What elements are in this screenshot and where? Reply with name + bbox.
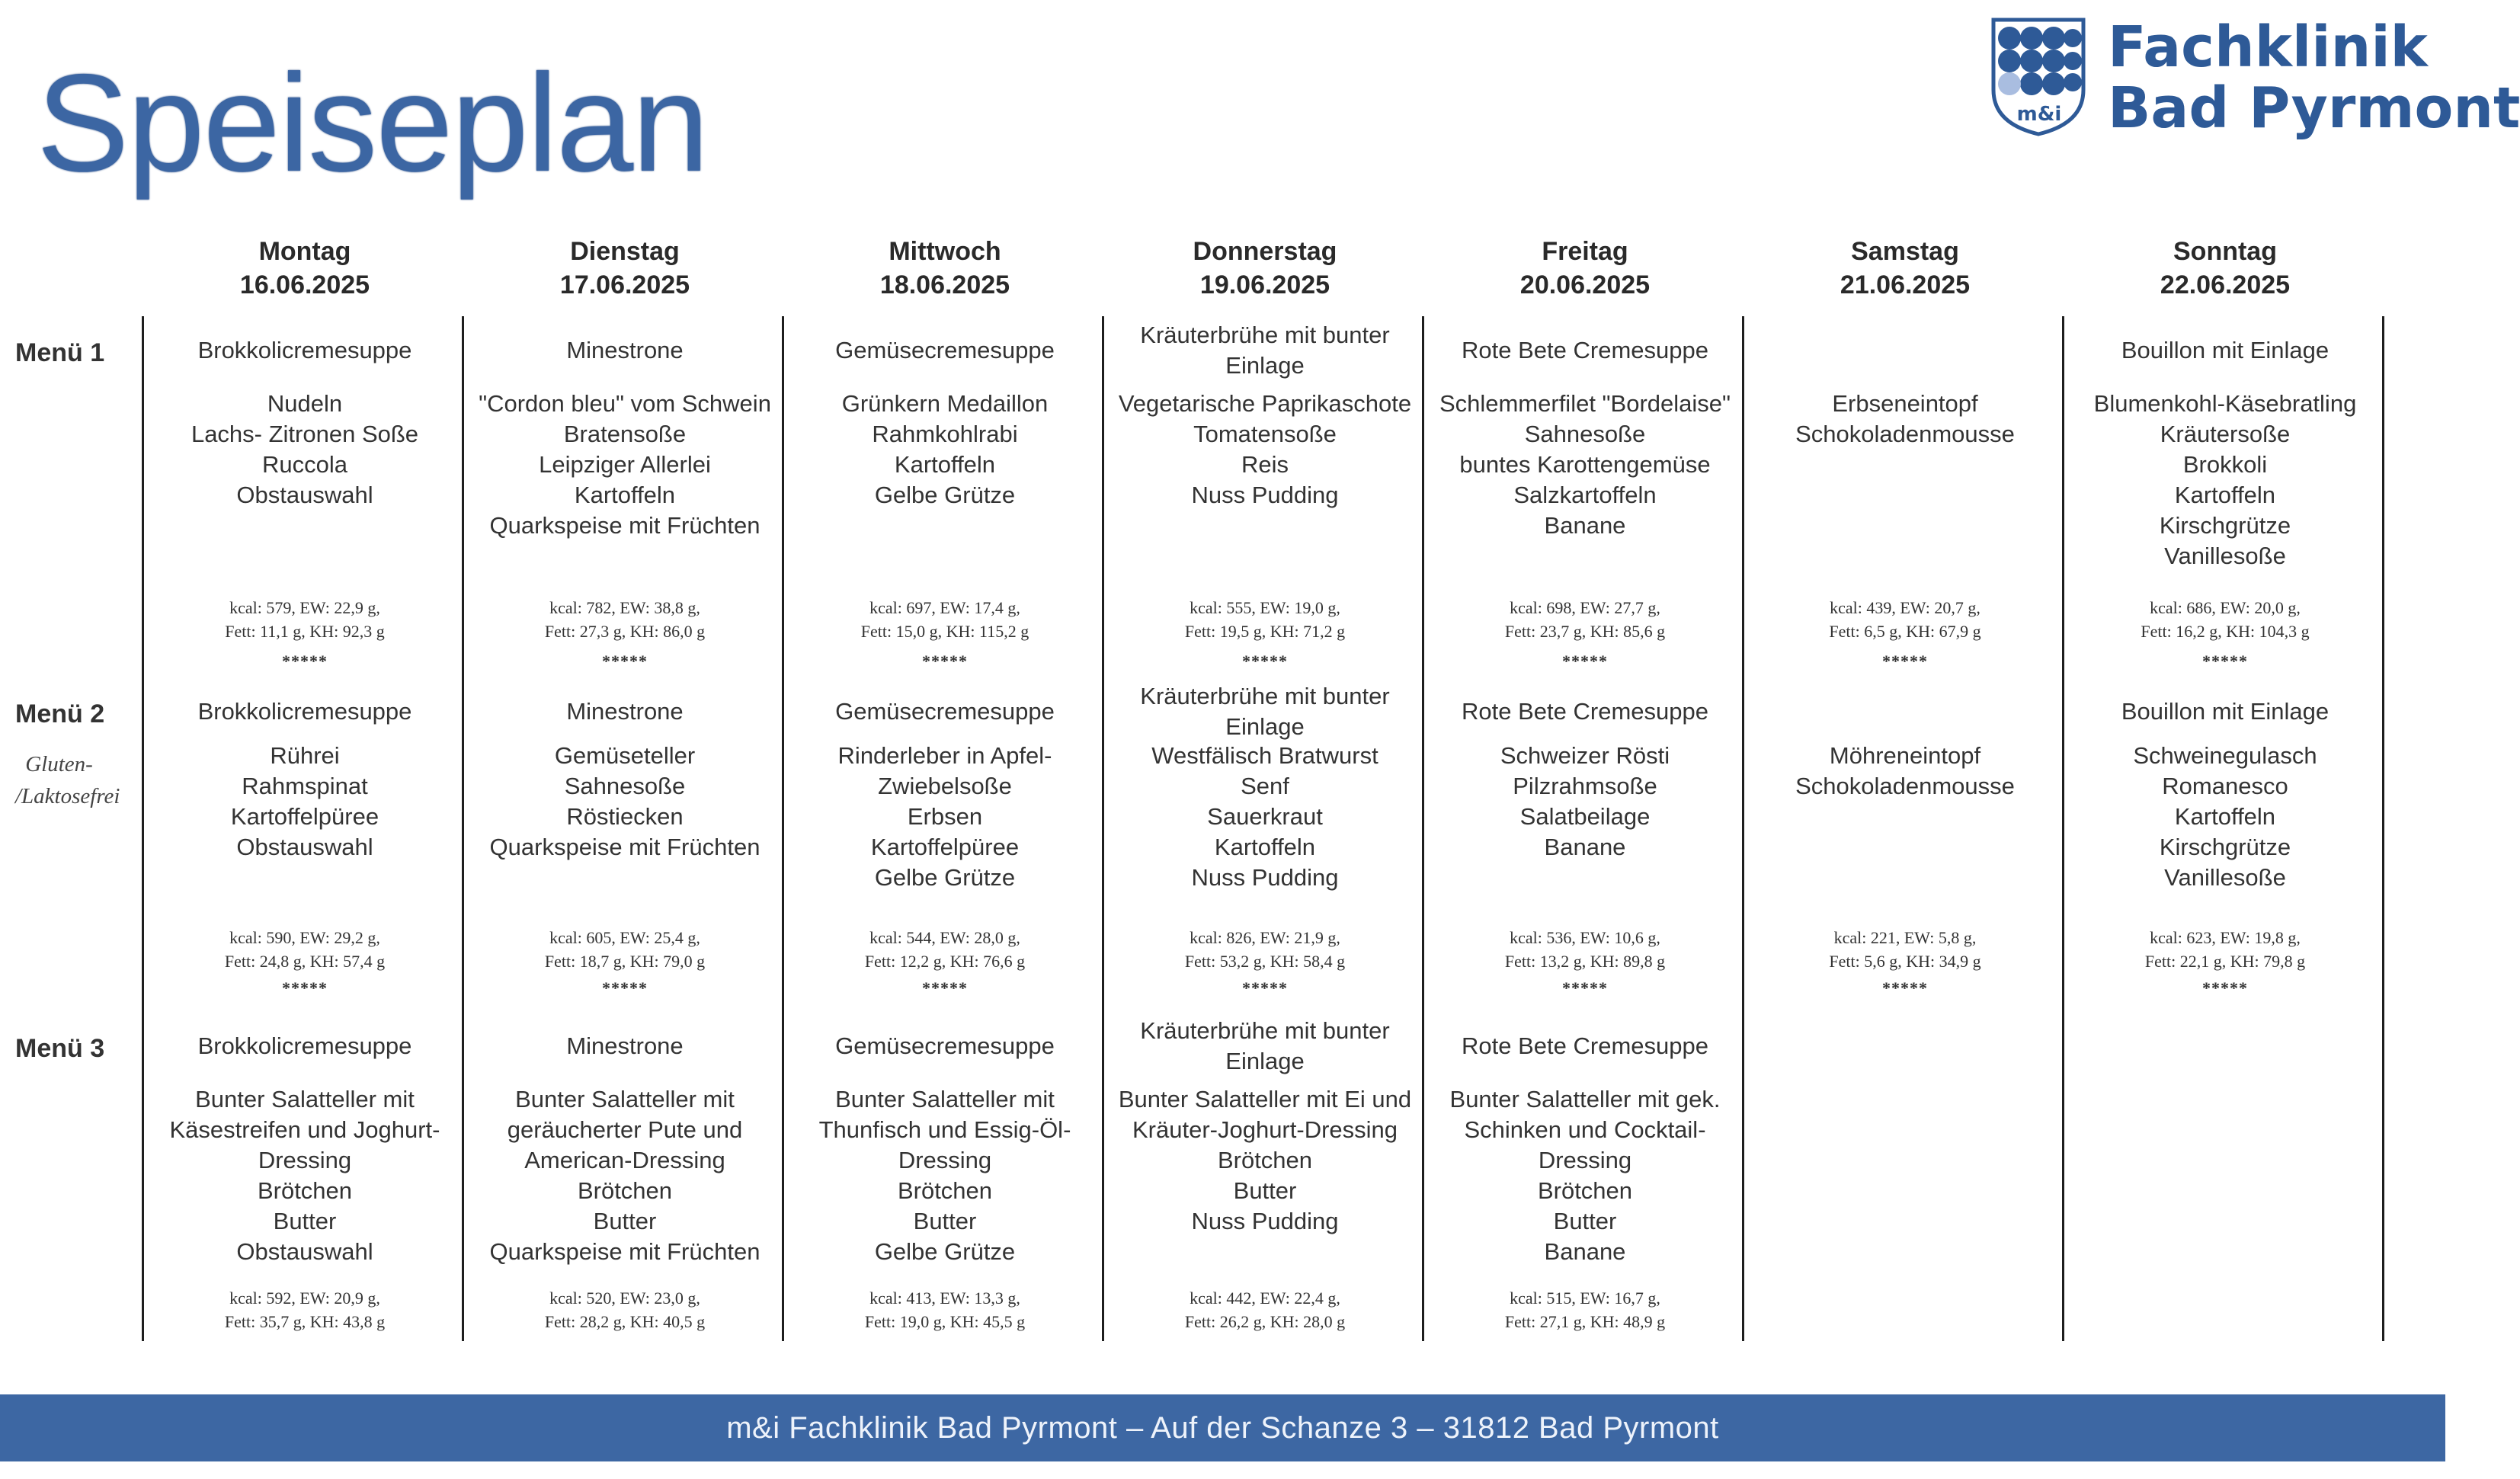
main-dish — [2065, 389, 2385, 571]
menu-3-label: Menü 3 — [15, 1034, 105, 1063]
nutrition-kcal-protein: kcal: 555, EW: 19,0 g, — [1190, 598, 1340, 617]
dish-line: Schinken und Cocktail- — [1464, 1116, 1706, 1143]
dish-line: Senf — [1241, 773, 1289, 799]
dish-line: Blumenkohl-Käsebratling — [2093, 390, 2357, 417]
dish-line: Nudeln — [267, 390, 343, 417]
nutrition-kcal-protein: kcal: 592, EW: 20,9 g, — [229, 1289, 380, 1308]
dish-line: Kartoffeln — [1214, 834, 1316, 860]
day-header-mittwoch — [785, 235, 1105, 302]
soup-line: Minestrone — [566, 1032, 684, 1059]
dish-line: Nuss Pudding — [1191, 482, 1339, 508]
nutrition-kcal-protein: kcal: 826, EW: 21,9 g, — [1190, 928, 1340, 947]
day-header-sonntag — [2065, 235, 2385, 302]
nutrition-info — [1425, 596, 1745, 643]
dish-line: Röstiecken — [566, 803, 684, 830]
soup-line: Bouillon mit Einlage — [2121, 698, 2329, 725]
menu-1-label: Menü 1 — [15, 338, 105, 367]
dish-line: Gelbe Grütze — [874, 482, 1016, 508]
nutrition-fat-carbs: Fett: 28,2 g, KH: 40,5 g — [544, 1312, 706, 1331]
nutrition-fat-carbs: Fett: 16,2 g, KH: 104,3 g — [2141, 622, 2310, 641]
dish-line: Bunter Salatteller mit gek. — [1449, 1086, 1721, 1112]
soup-line: Kräuterbrühe mit bunter — [1140, 1017, 1390, 1044]
nutrition-kcal-protein: kcal: 221, EW: 5,8 g, — [1833, 928, 1977, 947]
dish-line: Kartoffeln — [2174, 803, 2276, 830]
dish-line: Dressing — [258, 1147, 352, 1173]
dish-line: Banane — [1544, 1238, 1626, 1265]
soup-line: Einlage — [1225, 713, 1305, 740]
separator-stars: ***** — [602, 978, 648, 997]
dish-line: Kartoffelpüree — [230, 803, 379, 830]
nutrition-info — [1745, 926, 2065, 973]
soup — [145, 335, 465, 366]
nutrition-fat-carbs: Fett: 15,0 g, KH: 115,2 g — [860, 622, 1029, 641]
dish-line: Schokoladenmousse — [1795, 773, 2015, 799]
soup-line: Kräuterbrühe mit bunter — [1140, 683, 1390, 709]
day-date: 16.06.2025 — [239, 271, 370, 299]
dish-line: Ruccola — [262, 451, 347, 478]
dish-line: Bratensoße — [563, 421, 687, 447]
dish-line: geräucherter Pute und — [507, 1116, 743, 1143]
soup — [145, 696, 465, 727]
dish-line: Gelbe Grütze — [874, 864, 1016, 891]
dish-line: Kräutersoße — [2160, 421, 2291, 447]
dish-line: Bunter Salatteller mit — [195, 1086, 415, 1112]
nutrition-kcal-protein: kcal: 439, EW: 20,7 g, — [1830, 598, 1980, 617]
nutrition-fat-carbs: Fett: 23,7 g, KH: 85,6 g — [1504, 622, 1666, 641]
day-name: Sonntag — [2173, 237, 2277, 266]
nutrition-info — [1105, 596, 1425, 643]
nutrition-fat-carbs: Fett: 6,5 g, KH: 67,9 g — [1829, 622, 1981, 641]
dish-line: Brötchen — [257, 1177, 353, 1204]
soup-line: Minestrone — [566, 698, 684, 725]
main-dish — [1105, 1084, 1425, 1237]
dish-line: Westfälisch Bratwurst — [1151, 742, 1378, 769]
dish-line: Vanillesoße — [2164, 543, 2286, 569]
day-date: 19.06.2025 — [1199, 271, 1330, 299]
dish-line: "Cordon bleu" vom Schwein — [479, 390, 771, 417]
dish-line: Quarkspeise mit Früchten — [489, 1238, 760, 1265]
dish-line: Tomatensoße — [1193, 421, 1337, 447]
dish-line: Brötchen — [1217, 1147, 1313, 1173]
dish-line: Quarkspeise mit Früchten — [489, 834, 760, 860]
dish-line: buntes Karottengemüse — [1459, 451, 1711, 478]
main-dish — [465, 741, 785, 863]
nutrition-info — [2065, 596, 2385, 643]
dish-line: Brötchen — [897, 1177, 993, 1204]
dish-line: Brötchen — [1537, 1177, 1633, 1204]
soup-line: Gemüsecremesuppe — [835, 337, 1055, 363]
nutrition-info — [1105, 926, 1425, 973]
nutrition-info — [1745, 596, 2065, 643]
dish-line: Zwiebelsoße — [878, 773, 1012, 799]
main-dish — [2065, 741, 2385, 893]
column-divider — [2062, 316, 2064, 1341]
soup — [1105, 320, 1425, 381]
dish-line: Vanillesoße — [2164, 864, 2286, 891]
main-dish — [145, 1084, 465, 1267]
dish-line: Dressing — [898, 1147, 992, 1173]
nutrition-fat-carbs: Fett: 26,2 g, KH: 28,0 g — [1184, 1312, 1346, 1331]
day-date: 20.06.2025 — [1519, 271, 1651, 299]
nutrition-kcal-protein: kcal: 544, EW: 28,0 g, — [869, 928, 1020, 947]
nutrition-fat-carbs: Fett: 24,8 g, KH: 57,4 g — [224, 952, 386, 971]
nutrition-kcal-protein: kcal: 698, EW: 27,7 g, — [1510, 598, 1660, 617]
separator-stars: ***** — [922, 978, 968, 997]
separator-stars: ***** — [1242, 651, 1288, 671]
nutrition-kcal-protein: kcal: 782, EW: 38,8 g, — [549, 598, 700, 617]
nutrition-info — [145, 926, 465, 973]
dish-line: Butter — [593, 1208, 657, 1234]
nutrition-info — [465, 596, 785, 643]
separator-stars: ***** — [2202, 651, 2248, 671]
dish-line: Erbsen — [907, 803, 983, 830]
dish-line: Thunfisch und Essig-Öl- — [818, 1116, 1071, 1143]
nutrition-info — [785, 1286, 1105, 1333]
main-dish — [1425, 1084, 1745, 1267]
soup — [145, 1031, 465, 1061]
separator-stars: ***** — [2202, 978, 2248, 997]
soup-line: Rote Bete Cremesuppe — [1462, 337, 1708, 363]
nutrition-fat-carbs: Fett: 19,0 g, KH: 45,5 g — [864, 1312, 1026, 1331]
main-dish — [785, 1084, 1105, 1267]
soup — [1425, 696, 1745, 727]
clinic-logo-line1: Fachklinik — [2108, 14, 2428, 80]
dish-line: Kartoffeln — [2174, 482, 2276, 508]
day-name: Donnerstag — [1193, 237, 1337, 266]
nutrition-info — [785, 926, 1105, 973]
clinic-logo-mark-text: m&i — [2016, 103, 2062, 126]
day-name: Mittwoch — [889, 237, 1001, 266]
dish-line: Gemüseteller — [554, 742, 696, 769]
soup-line: Gemüsecremesuppe — [835, 1032, 1055, 1059]
nutrition-info — [1105, 1286, 1425, 1333]
dish-line: Reis — [1241, 451, 1289, 478]
nutrition-fat-carbs: Fett: 18,7 g, KH: 79,0 g — [544, 952, 706, 971]
separator-stars: ***** — [602, 651, 648, 671]
nutrition-info — [2065, 926, 2385, 973]
nutrition-kcal-protein: kcal: 697, EW: 17,4 g, — [869, 598, 1020, 617]
dish-line: Brötchen — [577, 1177, 673, 1204]
separator-stars: ***** — [1882, 978, 1928, 997]
main-dish — [145, 741, 465, 863]
soup — [2065, 696, 2385, 727]
nutrition-kcal-protein: kcal: 686, EW: 20,0 g, — [2150, 598, 2301, 617]
nutrition-kcal-protein: kcal: 536, EW: 10,6 g, — [1510, 928, 1660, 947]
soup — [785, 335, 1105, 366]
separator-stars: ***** — [1882, 651, 1928, 671]
nutrition-kcal-protein: kcal: 579, EW: 22,9 g, — [229, 598, 380, 617]
separator-stars: ***** — [922, 651, 968, 671]
dish-line: Brokkoli — [2182, 451, 2268, 478]
dish-line: Käsestreifen und Joghurt- — [169, 1116, 440, 1143]
day-header-donnerstag — [1105, 235, 1425, 302]
main-dish — [465, 389, 785, 541]
soup-line: Rote Bete Cremesuppe — [1462, 1032, 1708, 1059]
soup-line: Gemüsecremesuppe — [835, 698, 1055, 725]
main-dish — [1745, 389, 2065, 450]
dish-line: Schweizer Rösti — [1500, 742, 1670, 769]
clinic-logo-line2: Bad Pyrmont — [2108, 75, 2520, 141]
nutrition-info — [145, 1286, 465, 1333]
day-date: 18.06.2025 — [879, 271, 1010, 299]
page-title: Speiseplan — [37, 45, 708, 200]
day-header-freitag — [1425, 235, 1745, 302]
dish-line: Dressing — [1538, 1147, 1632, 1173]
dish-line: Vegetarische Paprikaschote — [1118, 390, 1412, 417]
dish-line: Leipziger Allerlei — [539, 451, 711, 478]
separator-stars: ***** — [282, 978, 328, 997]
nutrition-kcal-protein: kcal: 520, EW: 23,0 g, — [549, 1289, 700, 1308]
dish-line: Quarkspeise mit Früchten — [489, 512, 760, 539]
dish-line: Grünkern Medaillon — [841, 390, 1049, 417]
day-name: Freitag — [1542, 237, 1628, 266]
soup — [1105, 681, 1425, 742]
dish-line: Sahnesoße — [564, 773, 686, 799]
nutrition-kcal-protein: kcal: 515, EW: 16,7 g, — [1510, 1289, 1660, 1308]
soup — [1425, 1031, 1745, 1061]
day-name: Dienstag — [570, 237, 680, 266]
nutrition-info — [465, 926, 785, 973]
dish-line: Rinderleber in Apfel- — [837, 742, 1052, 769]
soup-line: Rote Bete Cremesuppe — [1462, 698, 1708, 725]
nutrition-fat-carbs: Fett: 27,1 g, KH: 48,9 g — [1504, 1312, 1666, 1331]
nutrition-kcal-protein: kcal: 623, EW: 19,8 g, — [2150, 928, 2301, 947]
nutrition-fat-carbs: Fett: 22,1 g, KH: 79,8 g — [2144, 952, 2306, 971]
soup-line: Brokkolicremesuppe — [197, 698, 412, 725]
nutrition-fat-carbs: Fett: 11,1 g, KH: 92,3 g — [225, 622, 385, 641]
day-name: Montag — [258, 237, 351, 266]
menu-2-label: Menü 2 — [15, 699, 105, 728]
day-header-samstag — [1745, 235, 2065, 302]
nutrition-kcal-protein: kcal: 605, EW: 25,4 g, — [549, 928, 700, 947]
gluten-lactose-free-note: Gluten- /Laktosefrei — [15, 752, 120, 808]
dish-line: Bunter Salatteller mit Ei und — [1118, 1086, 1412, 1112]
main-dish — [1105, 741, 1425, 893]
soup — [785, 696, 1105, 727]
nutrition-kcal-protein: kcal: 442, EW: 22,4 g, — [1190, 1289, 1340, 1308]
dish-line: Lachs- Zitronen Soße — [191, 421, 419, 447]
nutrition-fat-carbs: Fett: 5,6 g, KH: 34,9 g — [1829, 952, 1981, 971]
dish-line: Rührei — [270, 742, 340, 769]
nutrition-fat-carbs: Fett: 13,2 g, KH: 89,8 g — [1504, 952, 1666, 971]
nutrition-info — [1425, 926, 1745, 973]
dish-line: Bunter Salatteller mit — [835, 1086, 1055, 1112]
dish-line: Möhreneintopf — [1829, 742, 1981, 769]
nutrition-info — [145, 596, 465, 643]
dish-line: Bunter Salatteller mit — [515, 1086, 735, 1112]
separator-stars: ***** — [282, 651, 328, 671]
dish-line: Rahmkohlrabi — [872, 421, 1018, 447]
soup-line: Minestrone — [566, 337, 684, 363]
soup-line: Kräuterbrühe mit bunter — [1140, 322, 1390, 348]
soup — [1425, 335, 1745, 366]
soup — [465, 335, 785, 366]
dish-line: Kirschgrütze — [2159, 512, 2291, 539]
clinic-logo — [1989, 14, 2520, 141]
soup-line: Einlage — [1225, 352, 1305, 379]
soup-line: Einlage — [1225, 1048, 1305, 1074]
dish-line: Rahmspinat — [242, 773, 368, 799]
column-divider — [142, 316, 144, 1341]
soup — [785, 1031, 1105, 1061]
dish-line: Butter — [913, 1208, 977, 1234]
dish-line: Kartoffelpüree — [870, 834, 1020, 860]
main-dish — [785, 741, 1105, 893]
nutrition-fat-carbs: Fett: 53,2 g, KH: 58,4 g — [1184, 952, 1346, 971]
soup-line: Brokkolicremesuppe — [197, 337, 412, 363]
clinic-logo-mark-icon — [1989, 17, 2088, 136]
dish-line: Kartoffeln — [574, 482, 676, 508]
nutrition-kcal-protein: kcal: 413, EW: 13,3 g, — [869, 1289, 1020, 1308]
dish-line: Salzkartoffeln — [1513, 482, 1657, 508]
main-dish — [465, 1084, 785, 1267]
main-dish — [145, 389, 465, 511]
main-dish — [1425, 741, 1745, 863]
dish-line: Nuss Pudding — [1191, 1208, 1339, 1234]
dish-line: American-Dressing — [524, 1147, 725, 1173]
soup-line: Brokkolicremesuppe — [197, 1032, 412, 1059]
dish-line: Obstauswahl — [236, 482, 373, 508]
main-dish — [1105, 389, 1425, 511]
day-date: 17.06.2025 — [559, 271, 690, 299]
day-date: 22.06.2025 — [2160, 271, 2291, 299]
day-header-montag — [145, 235, 465, 302]
dish-line: Kräuter-Joghurt-Dressing — [1132, 1116, 1398, 1143]
dish-line: Butter — [273, 1208, 337, 1234]
main-dish — [1425, 389, 1745, 541]
dish-line: Schweinegulasch — [2133, 742, 2317, 769]
separator-stars: ***** — [1562, 651, 1608, 671]
dish-line: Schokoladenmousse — [1795, 421, 2015, 447]
day-name: Samstag — [1851, 237, 1959, 266]
dish-line: Salatbeilage — [1519, 803, 1651, 830]
nutrition-fat-carbs: Fett: 27,3 g, KH: 86,0 g — [544, 622, 706, 641]
nutrition-fat-carbs: Fett: 35,7 g, KH: 43,8 g — [224, 1312, 386, 1331]
separator-stars: ***** — [1242, 978, 1288, 997]
dish-line: Banane — [1544, 834, 1626, 860]
dish-line: Banane — [1544, 512, 1626, 539]
dish-line: Pilzrahmsoße — [1513, 773, 1657, 799]
soup — [2065, 335, 2385, 366]
footer-address: m&i Fachklinik Bad Pyrmont – Auf der Schanze 3 – 31812 Bad Pyrmont — [0, 1394, 2445, 1461]
dish-line: Kartoffeln — [894, 451, 996, 478]
soup — [1105, 1016, 1425, 1077]
nutrition-kcal-protein: kcal: 590, EW: 29,2 g, — [229, 928, 380, 947]
nutrition-fat-carbs: Fett: 19,5 g, KH: 71,2 g — [1184, 622, 1346, 641]
dish-line: Sauerkraut — [1207, 803, 1323, 830]
dish-line: Obstauswahl — [236, 834, 373, 860]
dish-line: Obstauswahl — [236, 1238, 373, 1265]
dish-line: Erbseneintopf — [1832, 390, 1978, 417]
main-dish — [785, 389, 1105, 511]
soup-line: Bouillon mit Einlage — [2121, 337, 2329, 363]
dish-line: Butter — [1233, 1177, 1297, 1204]
dish-line: Kirschgrütze — [2159, 834, 2291, 860]
dish-line: Nuss Pudding — [1191, 864, 1339, 891]
dish-line: Romanesco — [2162, 773, 2288, 799]
nutrition-info — [1425, 1286, 1745, 1333]
nutrition-info — [465, 1286, 785, 1333]
day-header-dienstag — [465, 235, 785, 302]
nutrition-fat-carbs: Fett: 12,2 g, KH: 76,6 g — [864, 952, 1026, 971]
dish-line: Gelbe Grütze — [874, 1238, 1016, 1265]
soup — [465, 696, 785, 727]
day-date: 21.06.2025 — [1840, 271, 1971, 299]
nutrition-info — [785, 596, 1105, 643]
main-dish — [1745, 741, 2065, 802]
separator-stars: ***** — [1562, 978, 1608, 997]
dish-line: Schlemmerfilet "Bordelaise" — [1439, 390, 1731, 417]
dish-line: Sahnesoße — [1524, 421, 1646, 447]
soup — [465, 1031, 785, 1061]
dish-line: Butter — [1553, 1208, 1617, 1234]
